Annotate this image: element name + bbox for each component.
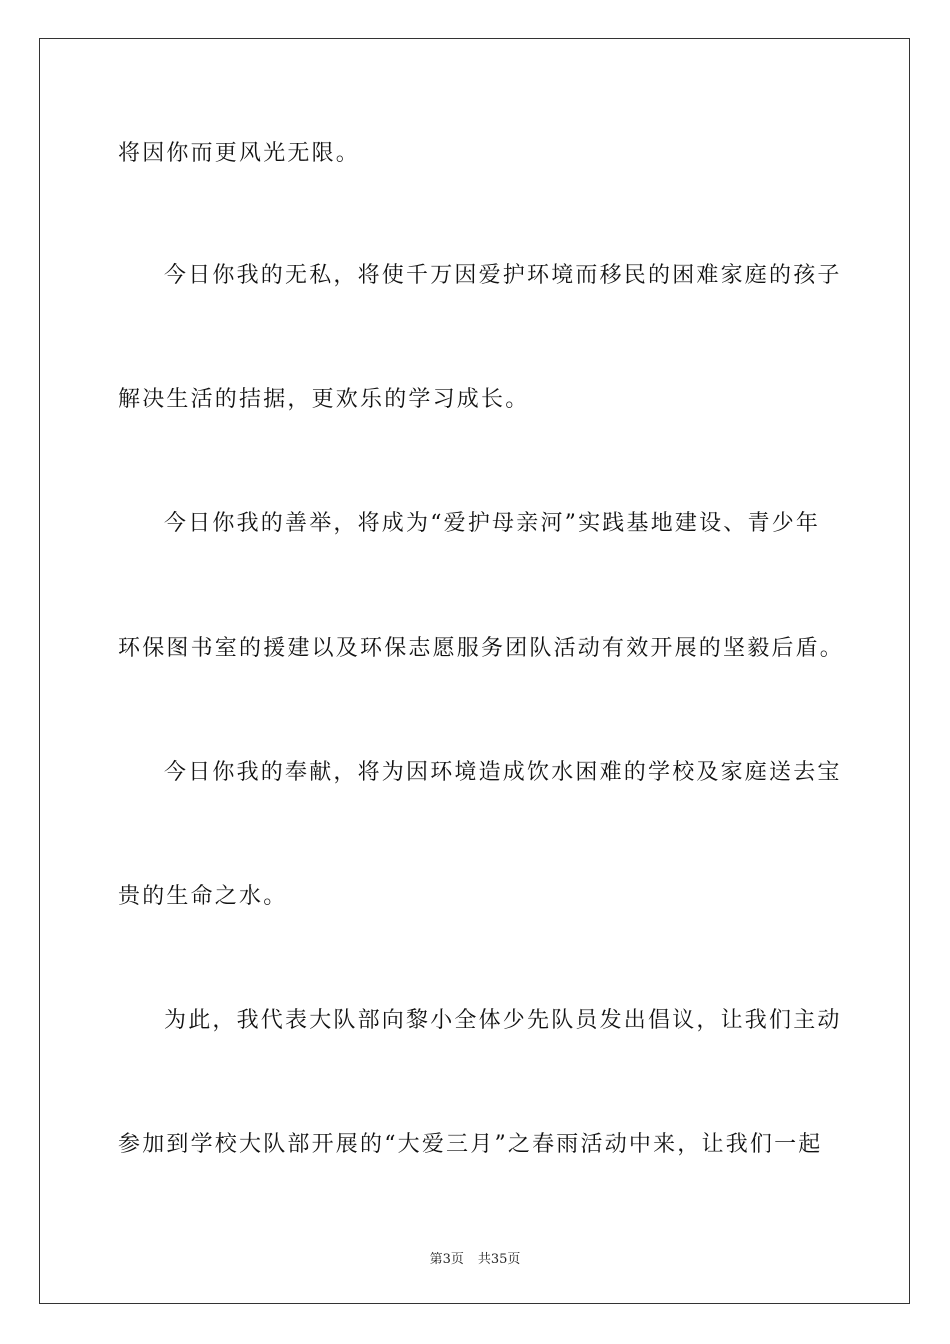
text-line: 贵的生命之水。 — [118, 884, 288, 909]
paragraph-first-line: 为此，我代表大队部向黎小全体少先队员发出倡议，让我们主动 — [164, 1008, 842, 1033]
paragraph-first-line: 今日你我的奉献，将为因环境造成饮水困难的学校及家庭送去宝 — [164, 760, 842, 785]
total-pages: 共35页 — [477, 1252, 521, 1267]
text-line: 环保图书室的援建以及环保志愿服务团队活动有效开展的坚毅后盾。 — [118, 636, 845, 661]
paragraph-first-line: 今日你我的无私，将使千万因爱护环境而移民的困难家庭的孩子 — [164, 263, 842, 288]
text-line: 将因你而更风光无限。 — [118, 141, 361, 166]
page-number: 第3页 — [429, 1252, 464, 1267]
text-line: 解决生活的拮据，更欢乐的学习成长。 — [118, 387, 530, 412]
text-line: 参加到学校大队部开展的“大爱三月”之春雨活动中来，让我们一起 — [118, 1132, 823, 1157]
page-border — [39, 38, 910, 1304]
paragraph-first-line: 今日你我的善举，将成为“爱护母亲河”实践基地建设、青少年 — [164, 511, 821, 536]
page-footer — [0, 1248, 950, 1267]
